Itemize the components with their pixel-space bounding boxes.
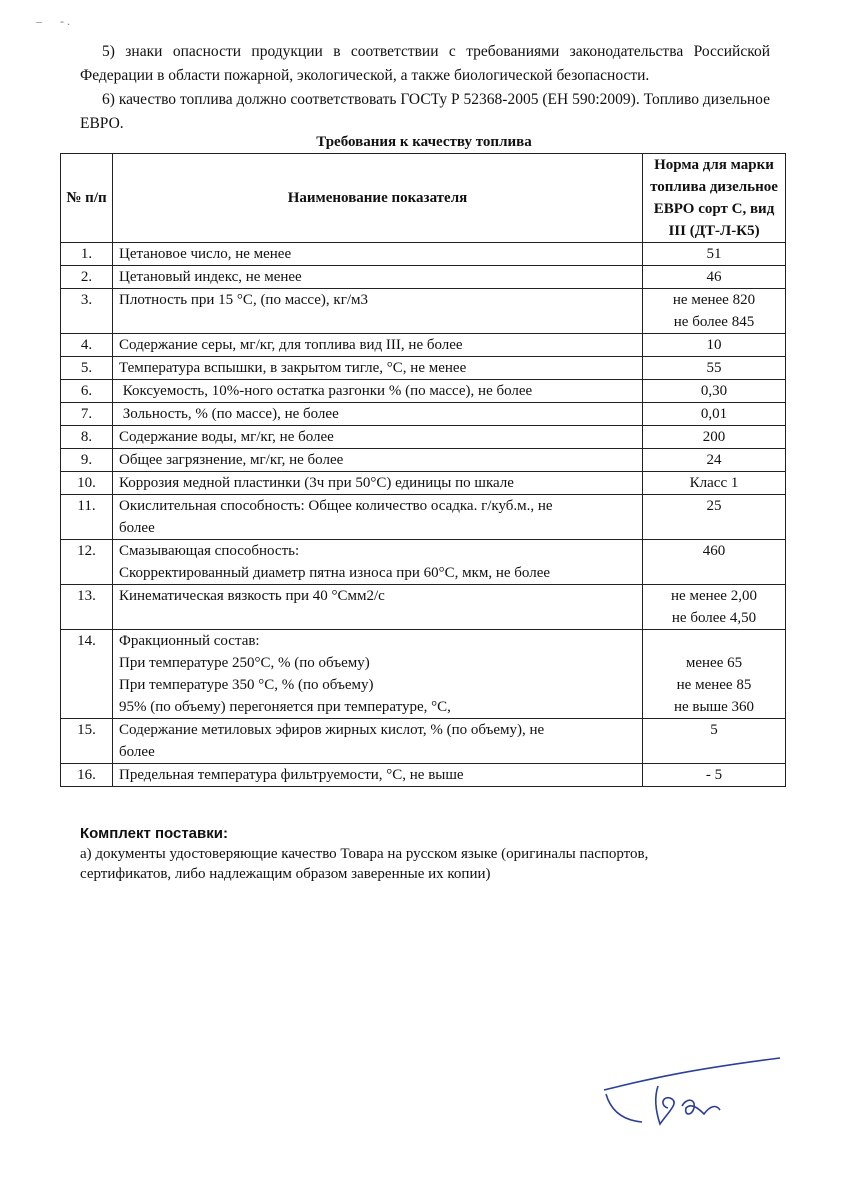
indicator-name-line: Цетановое число, не менее: [119, 246, 292, 262]
row-indicator-name: [113, 243, 643, 266]
indicator-name-line: Фракционный состав:: [119, 633, 260, 649]
table-row: [61, 719, 786, 764]
indicator-name-line: более: [119, 520, 155, 536]
indicator-name-line: Общее загрязнение, мг/кг, не более: [119, 452, 344, 468]
scan-mark-right: - .: [60, 14, 70, 28]
row-norm-value: [643, 289, 786, 334]
table-row: [61, 380, 786, 403]
norm-value-line: 200: [702, 429, 726, 445]
row-indicator-name: [113, 449, 643, 472]
norm-value-line: 51: [706, 246, 722, 262]
row-indicator-name: [113, 380, 643, 403]
row-indicator-name: [113, 472, 643, 495]
indicator-name-line: Цетановый индекс, не менее: [119, 269, 302, 285]
norm-value-line: Класс 1: [689, 475, 739, 491]
indicator-name-line: Содержание воды, мг/кг, не более: [119, 429, 334, 445]
norm-value-line: 24: [706, 452, 722, 468]
row-norm-value: [643, 585, 786, 630]
signature-icon: [600, 1050, 790, 1140]
norm-value-line: 55: [706, 360, 722, 376]
row-number: 6.: [61, 380, 113, 403]
row-number: 14.: [61, 630, 113, 719]
norm-value-line: не выше 360: [673, 699, 755, 715]
table-row: [61, 630, 786, 719]
table-row: [61, 540, 786, 585]
table-row: [61, 472, 786, 495]
norm-value-line: не менее 85: [676, 677, 752, 693]
row-norm-value: [643, 380, 786, 403]
indicator-name-line: Смазывающая способность:: [119, 543, 300, 559]
row-indicator-name: [113, 289, 643, 334]
row-indicator-name: [113, 719, 643, 764]
row-number: 5.: [61, 357, 113, 380]
row-number: 3.: [61, 289, 113, 334]
indicator-name-line: Предельная температура фильтруемости, °С, не выше: [119, 767, 464, 783]
norm-value-line: 0,30: [700, 383, 728, 399]
kit-line-2: сертификатов, либо надлежащим образом заверенные их копии): [80, 866, 491, 882]
row-norm-value: [643, 630, 786, 719]
row-number: 9.: [61, 449, 113, 472]
row-indicator-name: [113, 357, 643, 380]
row-norm-value: [643, 357, 786, 380]
paragraph-6: 6) качество топлива должно соответствовать ГОСТу Р 52368-2005 (ЕН 590:2009). Топливо дизельное ЕВРО.: [80, 91, 770, 132]
table-row: [61, 426, 786, 449]
norm-value-line: 460: [702, 543, 726, 559]
row-norm-value: [643, 426, 786, 449]
scan-mark-left: –: [36, 14, 42, 28]
row-number: 2.: [61, 266, 113, 289]
table-title: Требования к качеству топлива: [316, 134, 532, 150]
indicator-name-line: Зольность, % (по массе), не более: [119, 406, 339, 422]
indicator-name-line: Плотность при 15 °С, (по массе), кг/м3: [119, 292, 369, 308]
paragraph-5: 5) знаки опасности продукции в соответствии с требованиями законодательства Российской Федерации в области пожарной, экологической, а также биологической безопасности.: [80, 43, 770, 84]
row-indicator-name: [113, 540, 643, 585]
norm-value-line: 10: [706, 337, 722, 353]
norm-value-line: не более 4,50: [671, 610, 757, 626]
table-row: [61, 449, 786, 472]
table-row: [61, 243, 786, 266]
indicator-name-line: При температуре 250°С, % (по объему): [119, 655, 370, 671]
row-norm-value: [643, 472, 786, 495]
row-norm-value: [643, 266, 786, 289]
indicator-name-line: более: [119, 744, 155, 760]
header-name: Наименование показателя: [113, 154, 643, 243]
row-indicator-name: [113, 403, 643, 426]
row-norm-value: [643, 243, 786, 266]
norm-value-line: 5: [710, 722, 718, 738]
table-row: [61, 403, 786, 426]
table-row: [61, 357, 786, 380]
row-norm-value: [643, 719, 786, 764]
norm-value-line: 46: [706, 269, 722, 285]
table-body: [61, 243, 786, 787]
norm-value-line: 0,01: [700, 406, 728, 422]
table-row: [61, 585, 786, 630]
norm-value-line: менее 65: [685, 655, 743, 671]
row-number: 10.: [61, 472, 113, 495]
table-row: [61, 289, 786, 334]
indicator-name-line: 95% (по объему) перегоняется при температуре, °С,: [119, 699, 451, 715]
indicator-name-line: Содержание серы, мг/кг, для топлива вид III, не более: [119, 337, 463, 353]
row-number: 15.: [61, 719, 113, 764]
row-indicator-name: [113, 495, 643, 540]
indicator-name-line: Кинематическая вязкость при 40 °Смм2/с: [119, 588, 385, 604]
norm-value-line: не менее 820: [672, 292, 756, 308]
norm-value-line: [643, 630, 785, 652]
row-number: 4.: [61, 334, 113, 357]
kit-line-1: а) документы удостоверяющие качество Товара на русском языке (оригиналы паспортов,: [80, 846, 649, 862]
row-number: 12.: [61, 540, 113, 585]
row-norm-value: [643, 495, 786, 540]
row-norm-value: [643, 540, 786, 585]
norm-value-line: 25: [706, 498, 722, 514]
indicator-name-line: Коррозия медной пластинки (3ч при 50°С) единицы по шкале: [119, 475, 514, 491]
indicator-name-line: Коксуемость, 10%-ного остатка разгонки % (по массе), не более: [119, 383, 533, 399]
row-indicator-name: [113, 334, 643, 357]
kit-title: Комплект поставки:: [80, 825, 228, 842]
table-header-row: [61, 154, 786, 243]
norm-value-line: не менее 2,00: [671, 588, 757, 604]
requirements-table: [60, 153, 786, 787]
row-norm-value: [643, 403, 786, 426]
indicator-name-line: Содержание метиловых эфиров жирных кислот, % (по объему), не: [119, 722, 545, 738]
table-row: [61, 266, 786, 289]
delivery-kit: [80, 824, 780, 884]
header-norm: Норма для марки топлива дизельное ЕВРО сорт С, вид III (ДТ-Л-К5): [643, 154, 786, 243]
row-number: 16.: [61, 764, 113, 787]
indicator-name-line: Скорректированный диаметр пятна износа при 60°С, мкм, не более: [119, 565, 551, 581]
header-num: № п/п: [61, 154, 113, 243]
row-number: 8.: [61, 426, 113, 449]
row-indicator-name: [113, 585, 643, 630]
row-number: 13.: [61, 585, 113, 630]
table-row: [61, 334, 786, 357]
row-indicator-name: [113, 266, 643, 289]
indicator-name-line: Окислительная способность: Общее количество осадка. г/куб.м., не: [119, 498, 553, 514]
row-number: 7.: [61, 403, 113, 426]
row-norm-value: [643, 764, 786, 787]
table-row: [61, 495, 786, 540]
row-indicator-name: [113, 630, 643, 719]
norm-value-line: не более 845: [673, 314, 755, 330]
row-number: 1.: [61, 243, 113, 266]
table-row: [61, 764, 786, 787]
indicator-name-line: При температуре 350 °С, % (по объему): [119, 677, 374, 693]
row-indicator-name: [113, 764, 643, 787]
indicator-name-line: Температура вспышки, в закрытом тигле, °С, не менее: [119, 360, 467, 376]
row-indicator-name: [113, 426, 643, 449]
row-norm-value: [643, 449, 786, 472]
norm-value-line: - 5: [705, 767, 723, 783]
row-number: 11.: [61, 495, 113, 540]
row-norm-value: [643, 334, 786, 357]
